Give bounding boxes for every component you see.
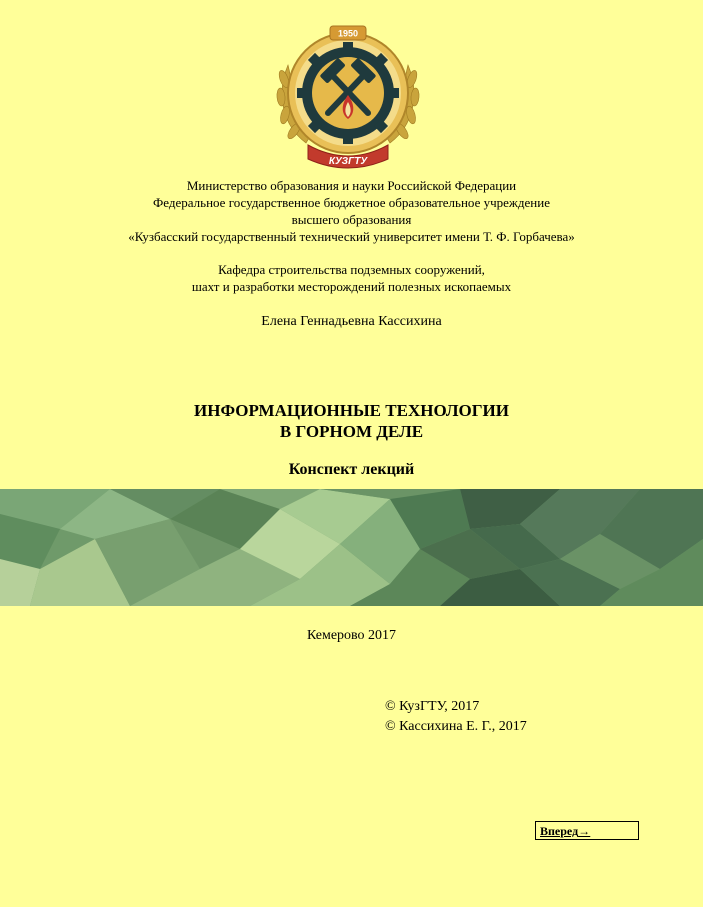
copyright-block bbox=[385, 697, 527, 737]
institution-type-line: Федеральное государственное бюджетное образовательное учреждение bbox=[153, 195, 550, 210]
ministry-line: Министерство образования и науки Российской Федерации bbox=[186, 178, 517, 193]
decorative-banner bbox=[0, 489, 703, 606]
department-line-2: шахт и разработки месторождений полезных ископаемых bbox=[191, 279, 512, 294]
copyright-university: © КузГТУ, 2017 bbox=[385, 699, 480, 714]
forward-label-text[interactable]: Вперед bbox=[540, 824, 579, 838]
university-name-line: «Кузбасский государственный технический университет имени Т. Ф. Горбачева» bbox=[128, 229, 575, 244]
arrow-right-icon: → bbox=[578, 824, 591, 838]
education-level-line: высшего образования bbox=[291, 212, 412, 227]
institution-block bbox=[0, 177, 703, 245]
title-line-2: В ГОРНОМ ДЕЛЕ bbox=[279, 422, 424, 441]
copyright-author: © Кассихина Е. Г., 2017 bbox=[385, 719, 527, 734]
title-line-1: ИНФОРМАЦИОННЫЕ ТЕХНОЛОГИИ bbox=[194, 401, 509, 420]
forward-button[interactable] bbox=[535, 821, 639, 840]
department-line-1: Кафедра строительства подземных сооружений, bbox=[218, 262, 485, 277]
document-title bbox=[0, 400, 703, 442]
city-year: Кемерово 2017 bbox=[306, 628, 397, 643]
university-emblem-icon bbox=[268, 21, 428, 173]
document-subtitle: Конспект лекций bbox=[288, 461, 415, 478]
emblem-year: 1950 bbox=[337, 28, 359, 39]
department-block bbox=[0, 261, 703, 295]
emblem-abbreviation: КУЗГТУ bbox=[328, 156, 368, 167]
forward-label[interactable] bbox=[540, 824, 590, 838]
author-name: Елена Геннадьевна Кассихина bbox=[261, 314, 442, 329]
